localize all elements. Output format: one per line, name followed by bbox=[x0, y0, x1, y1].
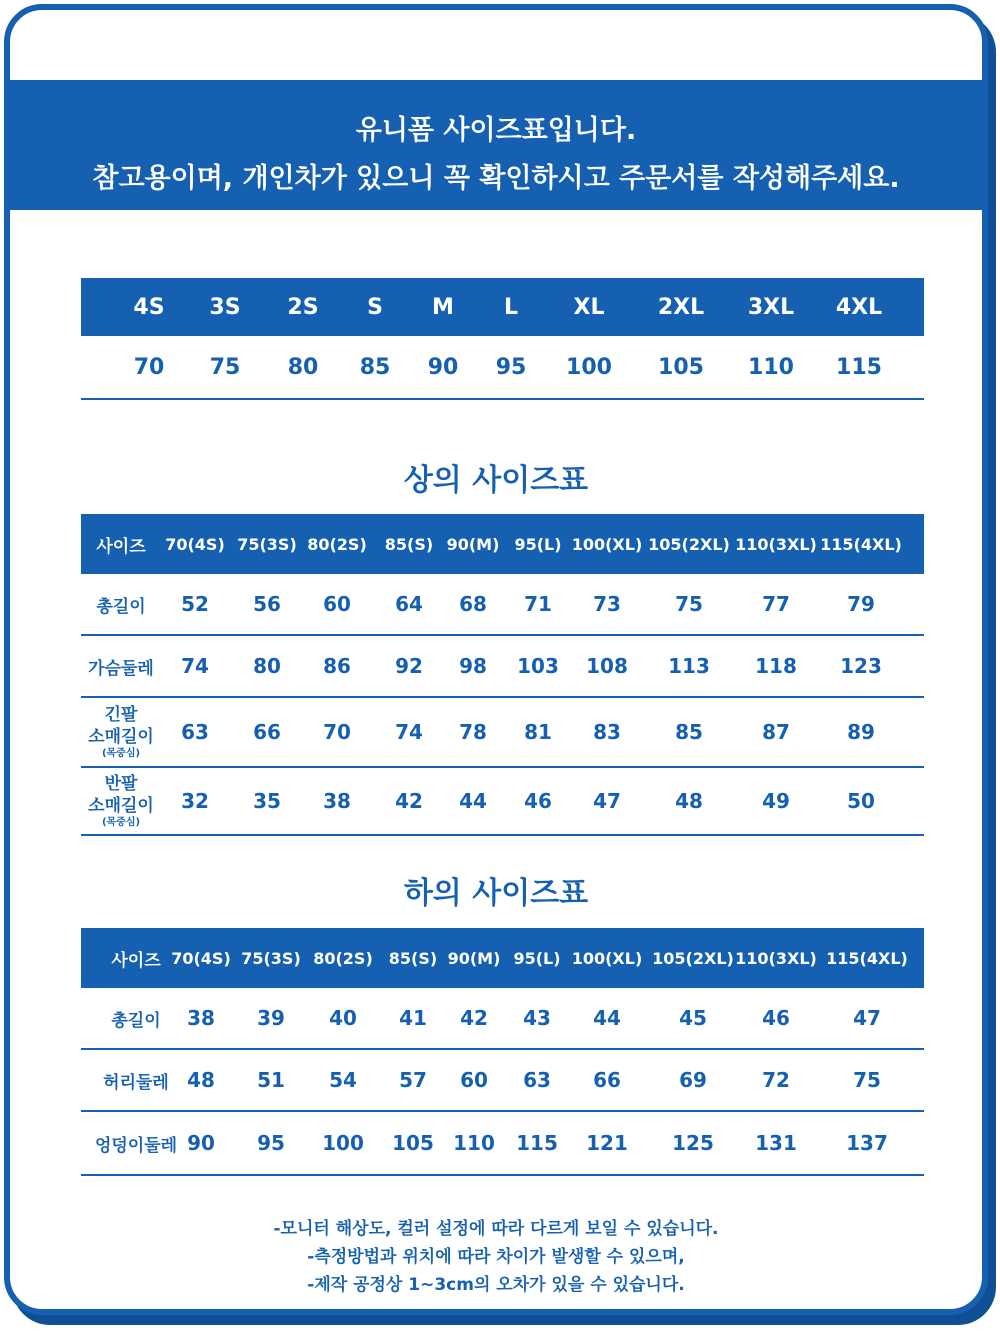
value-cell: 63 bbox=[523, 1068, 551, 1092]
value-cell: 47 bbox=[853, 1006, 881, 1030]
size-label: XL bbox=[573, 294, 605, 320]
row-label: 엉덩이둘레 bbox=[94, 1135, 178, 1156]
value-cell: 72 bbox=[762, 1068, 790, 1092]
size-number: 115 bbox=[836, 354, 882, 380]
value-cell: 100 bbox=[322, 1131, 364, 1155]
value-cell: 44 bbox=[459, 789, 487, 813]
value-cell: 77 bbox=[762, 592, 790, 616]
value-cell: 90 bbox=[187, 1131, 215, 1155]
value-cell: 39 bbox=[257, 1006, 285, 1030]
note-line: -모니터 해상도, 컬러 설정에 따라 다르게 보일 수 있습니다. bbox=[273, 1219, 719, 1239]
value-cell: 46 bbox=[762, 1006, 790, 1030]
value-cell: 49 bbox=[762, 789, 790, 813]
value-cell: 105 bbox=[392, 1131, 434, 1155]
value-cell: 60 bbox=[323, 592, 351, 616]
table-row bbox=[81, 698, 924, 768]
column-header: 80(2S) bbox=[307, 534, 367, 554]
column-header: 70(4S) bbox=[165, 534, 225, 554]
value-cell: 48 bbox=[187, 1068, 215, 1092]
value-cell: 52 bbox=[181, 592, 209, 616]
top-size-table bbox=[81, 514, 924, 834]
header-banner bbox=[10, 80, 982, 210]
value-cell: 118 bbox=[755, 654, 797, 678]
column-header: 70(4S) bbox=[171, 948, 231, 968]
bottom-header-row bbox=[81, 928, 924, 988]
value-cell: 95 bbox=[257, 1131, 285, 1155]
column-header: 110(3XL) bbox=[735, 948, 817, 968]
value-cell: 54 bbox=[329, 1068, 357, 1092]
value-cell: 125 bbox=[672, 1131, 714, 1155]
value-cell: 64 bbox=[395, 592, 423, 616]
row-label-mid: 소매길이 bbox=[88, 796, 154, 816]
column-header: 95(L) bbox=[513, 948, 561, 968]
size-label: M bbox=[432, 294, 454, 320]
value-cell: 32 bbox=[181, 789, 209, 813]
value-cell: 74 bbox=[395, 720, 423, 744]
value-cell: 81 bbox=[524, 720, 552, 744]
row-label-sub: (목중심) bbox=[101, 748, 141, 759]
size-label: 3S bbox=[209, 294, 241, 320]
value-cell: 51 bbox=[257, 1068, 285, 1092]
size-label: 3XL bbox=[747, 294, 795, 320]
size-number: 75 bbox=[209, 354, 241, 380]
table-row bbox=[81, 988, 924, 1050]
value-cell: 137 bbox=[846, 1131, 888, 1155]
value-cell: 103 bbox=[517, 654, 559, 678]
size-label: 2S bbox=[287, 294, 319, 320]
size-number: 80 bbox=[287, 354, 319, 380]
header-label: 사이즈 bbox=[111, 950, 161, 971]
value-cell: 113 bbox=[668, 654, 710, 678]
value-cell: 75 bbox=[853, 1068, 881, 1092]
header-line-1: 유니폼 사이즈표입니다. bbox=[355, 115, 637, 146]
top-size-title: 상의 사이즈표 bbox=[403, 463, 589, 498]
value-cell: 110 bbox=[453, 1131, 495, 1155]
column-header: 85(S) bbox=[388, 948, 438, 968]
table-row bbox=[81, 1050, 924, 1112]
value-cell: 42 bbox=[395, 789, 423, 813]
value-cell: 38 bbox=[187, 1006, 215, 1030]
value-cell: 40 bbox=[329, 1006, 357, 1030]
value-cell: 70 bbox=[323, 720, 351, 744]
value-cell: 71 bbox=[524, 592, 552, 616]
size-number: 70 bbox=[133, 354, 165, 380]
size-number: 95 bbox=[495, 354, 527, 380]
value-cell: 73 bbox=[593, 592, 621, 616]
value-cell: 60 bbox=[460, 1068, 488, 1092]
notes bbox=[10, 1215, 982, 1299]
value-cell: 85 bbox=[675, 720, 703, 744]
bottom-size-table bbox=[81, 928, 924, 1178]
column-header: 100(XL) bbox=[571, 948, 643, 968]
size-label: 4S bbox=[133, 294, 165, 320]
value-cell: 123 bbox=[840, 654, 882, 678]
column-header: 75(3S) bbox=[241, 948, 301, 968]
note-line: -제작 공정상 1~3cm의 오차가 있을 수 있습니다. bbox=[307, 1275, 685, 1295]
column-header: 95(L) bbox=[514, 534, 562, 554]
value-cell: 66 bbox=[593, 1068, 621, 1092]
row-label-sub: (목중심) bbox=[101, 817, 141, 828]
value-cell: 89 bbox=[847, 720, 875, 744]
value-cell: 108 bbox=[586, 654, 628, 678]
value-cell: 80 bbox=[253, 654, 281, 678]
size-number: 85 bbox=[359, 354, 391, 380]
value-cell: 98 bbox=[459, 654, 487, 678]
value-cell: 131 bbox=[755, 1131, 797, 1155]
value-cell: 63 bbox=[181, 720, 209, 744]
size-number: 110 bbox=[748, 354, 794, 380]
value-cell: 92 bbox=[395, 654, 423, 678]
value-cell: 75 bbox=[675, 592, 703, 616]
column-header: 105(2XL) bbox=[652, 948, 734, 968]
value-cell: 44 bbox=[593, 1006, 621, 1030]
table-row bbox=[81, 768, 924, 836]
column-header: 100(XL) bbox=[571, 534, 643, 554]
value-cell: 74 bbox=[181, 654, 209, 678]
value-cell: 45 bbox=[679, 1006, 707, 1030]
size-label: 4XL bbox=[835, 294, 883, 320]
size-label: S bbox=[367, 294, 383, 320]
value-cell: 121 bbox=[586, 1131, 628, 1155]
value-cell: 69 bbox=[679, 1068, 707, 1092]
value-cell: 68 bbox=[459, 592, 487, 616]
row-label-top: 긴팔 bbox=[104, 705, 138, 725]
value-cell: 78 bbox=[459, 720, 487, 744]
note-line: -측정방법과 위치에 따라 차이가 발생할 수 있으며, bbox=[307, 1247, 685, 1267]
size-number: 90 bbox=[427, 354, 459, 380]
header-label: 사이즈 bbox=[96, 536, 146, 557]
table-row bbox=[81, 1112, 924, 1176]
column-header: 115(4XL) bbox=[826, 948, 908, 968]
value-cell: 42 bbox=[460, 1006, 488, 1030]
value-cell: 56 bbox=[253, 592, 281, 616]
header-line-2: 참고용이며, 개인차가 있으니 꼭 확인하시고 주문서를 작성해주세요. bbox=[92, 163, 900, 194]
column-header: 90(M) bbox=[447, 948, 501, 968]
value-cell: 38 bbox=[323, 789, 351, 813]
column-header: 105(2XL) bbox=[648, 534, 730, 554]
size-label: L bbox=[503, 294, 519, 320]
row-label bbox=[81, 698, 161, 766]
top-header-row bbox=[81, 514, 924, 574]
column-header: 90(M) bbox=[446, 534, 500, 554]
value-cell: 66 bbox=[253, 720, 281, 744]
value-cell: 41 bbox=[399, 1006, 427, 1030]
value-cell: 83 bbox=[593, 720, 621, 744]
size-label: 2XL bbox=[657, 294, 705, 320]
value-cell: 43 bbox=[523, 1006, 551, 1030]
row-label bbox=[81, 768, 161, 834]
row-label: 총길이 bbox=[96, 596, 146, 617]
value-cell: 46 bbox=[524, 789, 552, 813]
row-label: 가슴둘레 bbox=[88, 658, 154, 679]
column-header: 75(3S) bbox=[237, 534, 297, 554]
row-label: 허리둘레 bbox=[103, 1072, 169, 1093]
size-map-table bbox=[81, 278, 924, 402]
size-number: 105 bbox=[658, 354, 704, 380]
table-row bbox=[81, 574, 924, 636]
column-header: 110(3XL) bbox=[735, 534, 817, 554]
value-cell: 87 bbox=[762, 720, 790, 744]
size-chart-card bbox=[4, 4, 988, 1315]
size-map-header bbox=[81, 278, 924, 336]
row-label-mid: 소매길이 bbox=[88, 727, 154, 747]
value-cell: 86 bbox=[323, 654, 351, 678]
table-row bbox=[81, 636, 924, 698]
row-label-top: 반팔 bbox=[104, 774, 138, 794]
size-number: 100 bbox=[566, 354, 612, 380]
bottom-size-title: 하의 사이즈표 bbox=[403, 876, 589, 911]
row-label: 총길이 bbox=[111, 1010, 161, 1031]
value-cell: 115 bbox=[516, 1131, 558, 1155]
column-header: 80(2S) bbox=[313, 948, 373, 968]
value-cell: 50 bbox=[847, 789, 875, 813]
value-cell: 79 bbox=[847, 592, 875, 616]
value-cell: 48 bbox=[675, 789, 703, 813]
size-map-row bbox=[81, 336, 924, 400]
column-header: 115(4XL) bbox=[820, 534, 902, 554]
value-cell: 47 bbox=[593, 789, 621, 813]
value-cell: 35 bbox=[253, 789, 281, 813]
column-header: 85(S) bbox=[384, 534, 434, 554]
value-cell: 57 bbox=[399, 1068, 427, 1092]
